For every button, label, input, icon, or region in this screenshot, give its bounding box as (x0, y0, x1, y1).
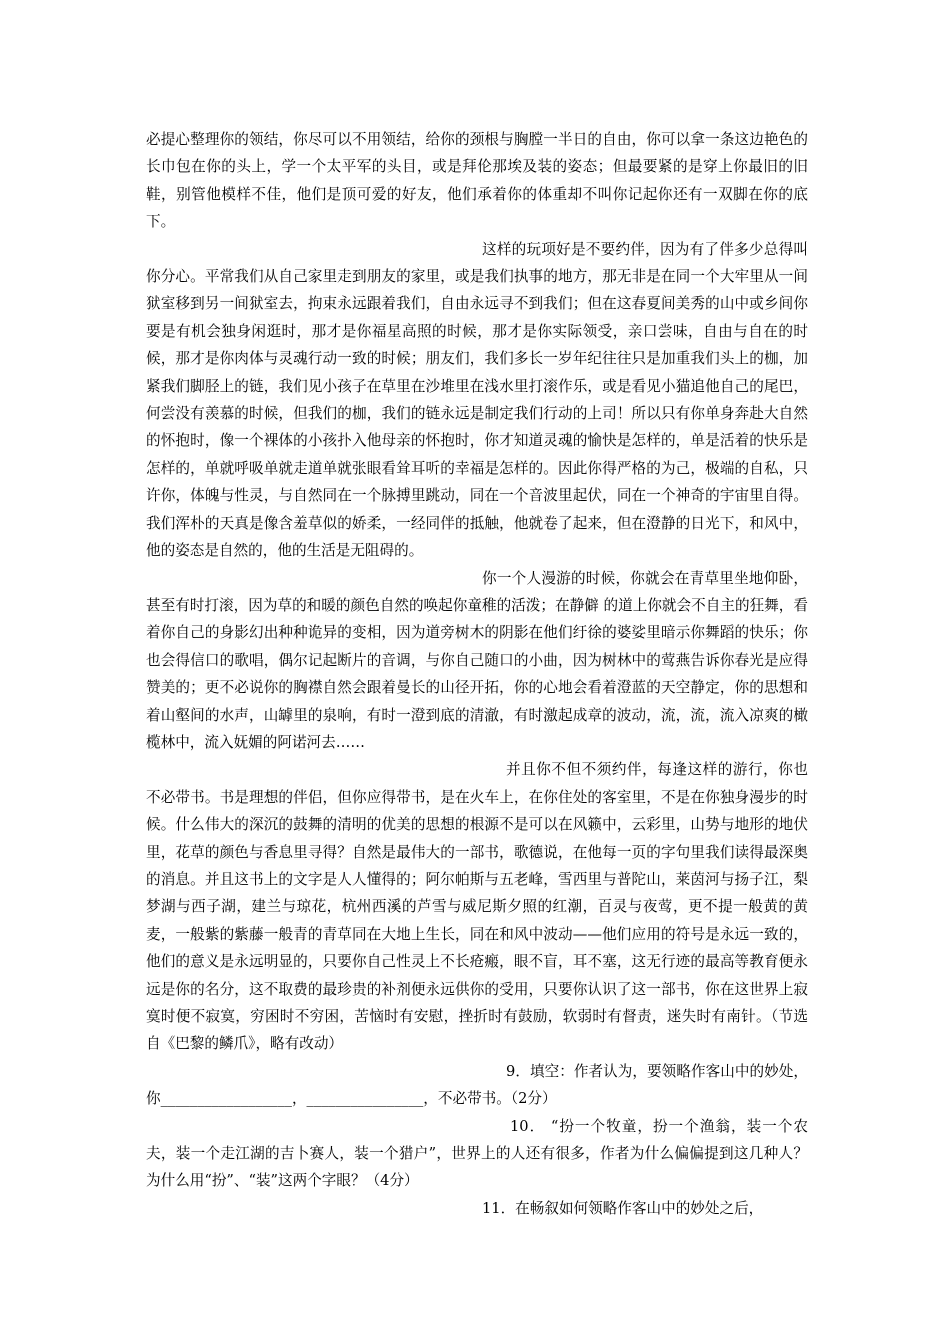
paragraph-4: 并且你不但不须约伴，每逢这样的游行，你也不必带书。书是理想的伴侣，但你应得带书，是在火车上，在你住处的客室里，不是在你独身漫步的时候。什么伟大的深沉的鼓舞的清明的优美的思想的根源不是可以在风籁中，云彩里，山势与地形的地伏里，花草的颜色与香息里寻得？自然是最伟大的一部书，歌德说，在他每一页的字句里我们读得最深奥的消息。并且这书上的文字是人人懂得的；阿尔帕斯与五老峰，雪西里与普陀山，莱茵河与扬子江，梨梦湖与西子湖，建兰与琼花，杭州西溪的芦雪与威尼斯夕照的红潮，百灵与夜莺，更不提一般黄的黄麦，一般紫的紫藤一般青的青草同在大地上生长，同在和风中波动——他们应用的符号是永远一致的，他们的意义是永远明显的，只要你自己性灵上不长疮瘢，眼不盲，耳不塞，这无行迹的最高等教育便永远是你的名分，这不取费的最珍贵的补剂便永远供你的受用，只要你认识了这一部书，你在这世界上寂寞时便不寂寞，穷困时不穷困，苦恼时有安慰，挫折时有鼓励，软弱时有督责，迷失时有南针。（节选自《巴黎的鳞爪》，略有改动） (146, 761, 808, 1053)
document-page (146, 126, 808, 1222)
paragraph-1: 必提心整理你的领结，你尽可以不用领结，给你的颈根与胸膛一半日的自由，你可以拿一条这边艳色的长巾包在你的头上，学一个太平军的头目，或是拜伦那埃及装的姿态；但最要紧的是穿上你最旧的旧鞋，别管他模样不佳，他们是顶可爱的好友，他们承着你的体重却不叫你记起你还有一双脚在你的底下。 (146, 131, 808, 231)
question-9: 9．填空：作者认为，要领略作客山中的妙处，你__________________，________________，不必带书。（2分） (146, 1062, 808, 1108)
question-11: 11．在畅叙如何领略作客山中的妙处之后， (482, 1199, 764, 1217)
question-10: 10． “扮一个牧童，扮一个渔翁，装一个农夫，装一个走江湖的吉卜赛人，装一个猎户”，世界上的人还有很多，作者为什么偏偏提到这几种人？为什么用“扮”、“装”这两个字眼？（4分） (146, 1117, 808, 1190)
paragraph-2: 这样的玩项好是不要约伴，因为有了伴多少总得叫你分心。平常我们从自己家里走到朋友的家里，或是我们执事的地方，那无非是在同一个大牢里从一间狱室移到另一间狱室去，拘束永远跟着我们，自由永远寻不到我们；但在这春夏间美秀的山中或乡间你要是有机会独身闲逛时，那才是你福星高照的时候，那才是你实际领受，亲口尝味，自由与自在的时候，那才是你肉体与灵魂行动一致的时候；朋友们，我们多长一岁年纪往往只是加重我们头上的枷，加紧我们脚胫上的链，我们见小孩子在草里在沙堆里在浅水里打滚作乐，或是看见小猫追他自己的尾巴，何尝没有羡慕的时候，但我们的枷，我们的链永远是制定我们行动的上司！所以只有你单身奔赴大自然的怀抱时，像一个裸体的小孩扑入他母亲的怀抱时，你才知道灵魂的愉快是怎样的，单是活着的快乐是怎样的，单就呼吸单就走道单就张眼看耸耳听的幸福是怎样的。因此你得严格的为己，极端的自私，只许你，体魄与性灵，与自然同在一个脉搏里跳动，同在一个音波里起伏，同在一个神奇的宇宙里自得。我们浑朴的天真是像含羞草似的娇柔，一经同伴的抵触，他就卷了起来，但在澄静的日光下，和风中，他的姿态是自然的，他的生活是无阻碍的。 (146, 240, 808, 560)
paragraph-3: 你一个人漫游的时候，你就会在青草里坐地仰卧，甚至有时打滚，因为草的和暖的颜色自然的唤起你童稚的活泼；在静僻 的道上你就会不自主的狂舞，看着你自己的身影幻出种种诡异的变相，因为道旁树木的阴影在他们纡徐的婆娑里暗示你舞蹈的快乐；你也会得信口的歌唱，偶尔记起断片的音调，与你自己随口的小曲，因为树林中的莺燕告诉你春光是应得赞美的；更不必说你的胸襟自然会跟着曼长的山径开拓，你的心地会看着澄蓝的天空静定，你的思想和着山壑间的水声，山罅里的泉响，有时一澄到底的清澈，有时激起成章的波动，流，流，流入凉爽的橄榄林中，流入妩媚的阿诺河去…… (146, 569, 808, 751)
